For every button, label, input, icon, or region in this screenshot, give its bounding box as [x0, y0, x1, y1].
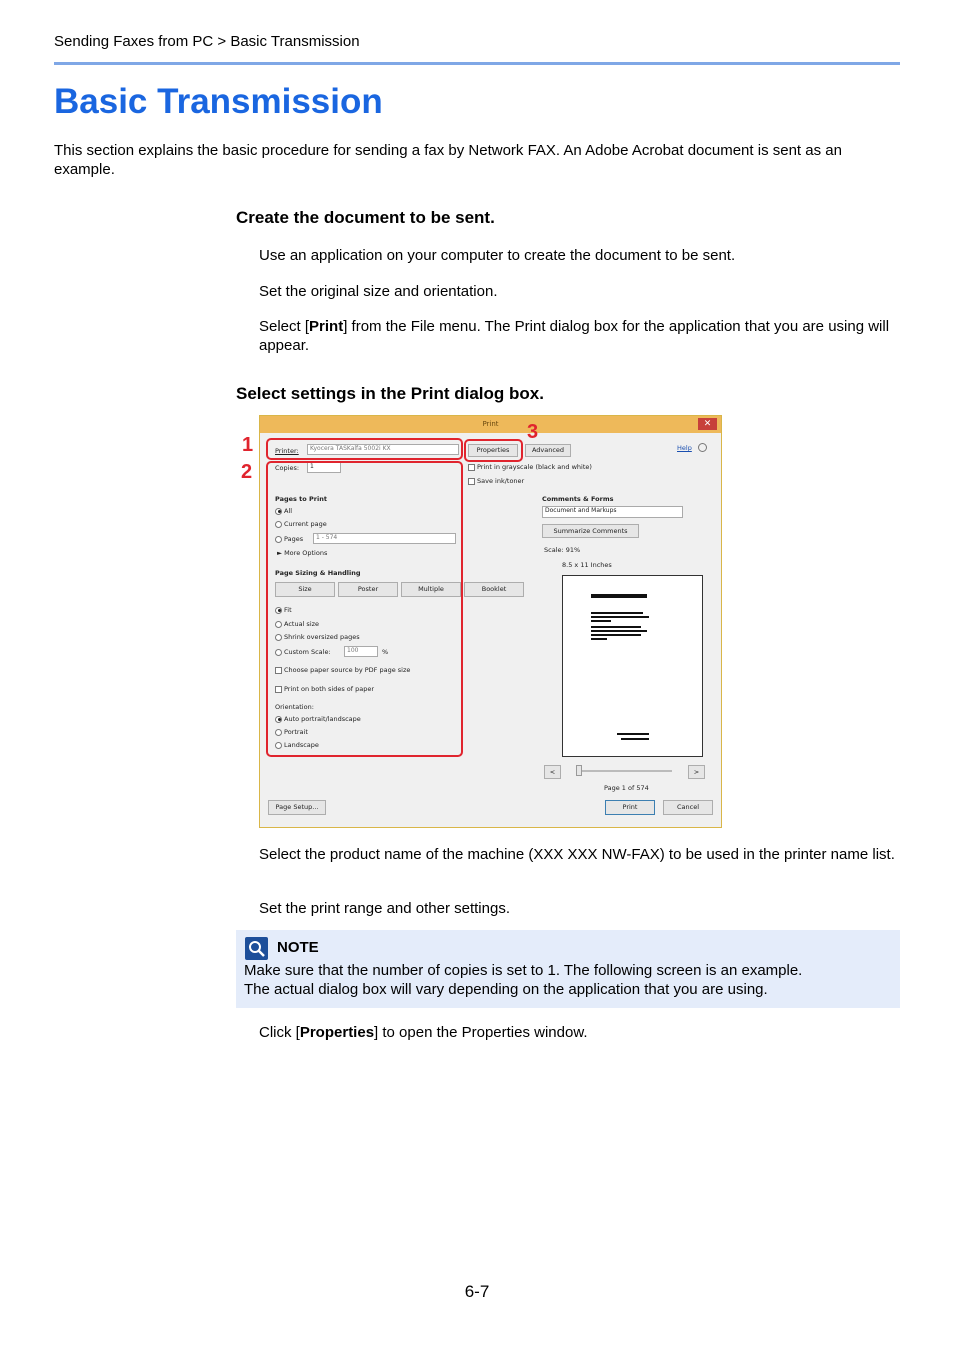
intro-text: This section explains the basic procedure for sending a fax by Network FAX. An Adobe Acrobat document is sent as an example. — [54, 142, 842, 178]
printer-label: Printer: — [275, 447, 299, 455]
properties-button[interactable]: Properties — [468, 444, 518, 457]
print-dialog — [259, 415, 722, 828]
dialog-titlebar — [260, 416, 721, 433]
highlight-printer — [266, 438, 463, 460]
grayscale-checkbox[interactable]: Print in grayscale (black and white) — [468, 463, 592, 471]
note-icon — [245, 937, 268, 960]
callout-1: 1 — [242, 434, 254, 456]
copies-input[interactable]: 1 — [307, 462, 341, 473]
radio-fit[interactable]: Fit — [275, 606, 292, 614]
page-slider[interactable] — [576, 770, 672, 772]
step2-text-2: Set the print range and other settings. — [259, 900, 510, 917]
note-line-1: Make sure that the number of copies is set to 1. The following screen is an example. — [244, 962, 803, 979]
step1-heading: Create the document to be sent. — [236, 208, 495, 227]
slider-thumb[interactable] — [576, 765, 582, 776]
dialog-title: Print — [482, 420, 499, 428]
page-setup-button[interactable]: Page Setup... — [268, 800, 326, 815]
close-button[interactable]: ✕ — [698, 418, 717, 430]
scale-label: Scale: 91% — [544, 546, 581, 554]
top-rule — [54, 62, 900, 65]
summarize-button[interactable]: Summarize Comments — [542, 524, 639, 538]
advanced-button[interactable]: Advanced — [525, 444, 571, 457]
print-button[interactable]: Print — [605, 800, 655, 815]
comments-select[interactable]: Document and Markups — [542, 506, 683, 518]
note-box — [236, 930, 900, 1008]
page-count-label: Page 1 of 574 — [604, 784, 649, 792]
radio-custom-scale[interactable]: Custom Scale: — [275, 648, 331, 656]
orientation-label: Orientation: — [275, 703, 314, 711]
radio-pages[interactable]: Pages — [275, 535, 303, 543]
preview-page — [562, 575, 703, 757]
note-line-2: The actual dialog box will vary depending on the application that you are using. — [244, 981, 768, 998]
callout-3: 3 — [527, 421, 539, 443]
multiple-button[interactable]: Multiple — [401, 582, 461, 597]
pages-to-print-heading: Pages to Print — [275, 495, 327, 503]
prev-page-button[interactable]: < — [544, 765, 561, 779]
step1-text-3: Select [Print] from the File menu. The Print dialog box for the application that you are using will appear. — [259, 318, 890, 354]
percent-label: % — [382, 648, 389, 656]
size-button[interactable]: Size — [275, 582, 335, 597]
radio-portrait[interactable]: Portrait — [275, 728, 308, 736]
paper-source-checkbox[interactable]: Choose paper source by PDF page size — [275, 666, 410, 674]
info-icon — [698, 443, 707, 452]
highlight-settings — [266, 461, 463, 757]
step2-text-1: Select the product name of the machine (XXX XXX NW-FAX) to be used in the printer name list. — [259, 846, 895, 863]
page-sizing-heading: Page Sizing & Handling — [275, 569, 361, 577]
callout-2: 2 — [241, 461, 253, 483]
poster-button[interactable]: Poster — [338, 582, 398, 597]
more-options[interactable]: ► More Options — [277, 549, 328, 557]
save-ink-checkbox[interactable]: Save ink/toner — [468, 477, 524, 485]
radio-actual-size[interactable]: Actual size — [275, 620, 319, 628]
breadcrumb: Sending Faxes from PC > Basic Transmission — [54, 33, 360, 50]
radio-shrink[interactable]: Shrink oversized pages — [275, 633, 360, 641]
step2-heading: Select settings in the Print dialog box. — [236, 384, 544, 403]
printer-select[interactable]: Kyocera TASKalfa 5002i KX — [307, 444, 459, 455]
copies-label: Copies: — [275, 464, 300, 472]
custom-scale-input[interactable]: 100 — [344, 646, 378, 657]
radio-auto[interactable]: Auto portrait/landscape — [275, 715, 361, 723]
note-title: NOTE — [277, 939, 319, 956]
highlight-properties — [464, 439, 523, 462]
booklet-button[interactable]: Booklet — [464, 582, 524, 597]
radio-current-page[interactable]: Current page — [275, 520, 327, 528]
both-sides-checkbox[interactable]: Print on both sides of paper — [275, 685, 374, 693]
paper-size-label: 8.5 x 11 Inches — [562, 561, 612, 569]
step2-text-3: Click [Properties] to open the Properties window. — [259, 1024, 588, 1041]
page-number: 6-7 — [464, 1282, 490, 1301]
help-link[interactable]: Help — [677, 444, 692, 452]
comments-forms-heading: Comments & Forms — [542, 495, 614, 503]
radio-all[interactable]: All — [275, 507, 292, 515]
page-title: Basic Transmission — [54, 82, 383, 121]
pages-range-input[interactable]: 1 - 574 — [313, 533, 456, 544]
cancel-button[interactable]: Cancel — [663, 800, 713, 815]
step1-text-1: Use an application on your computer to create the document to be sent. — [259, 247, 736, 264]
radio-landscape[interactable]: Landscape — [275, 741, 319, 749]
step1-text-2: Set the original size and orientation. — [259, 283, 498, 300]
next-page-button[interactable]: > — [688, 765, 705, 779]
